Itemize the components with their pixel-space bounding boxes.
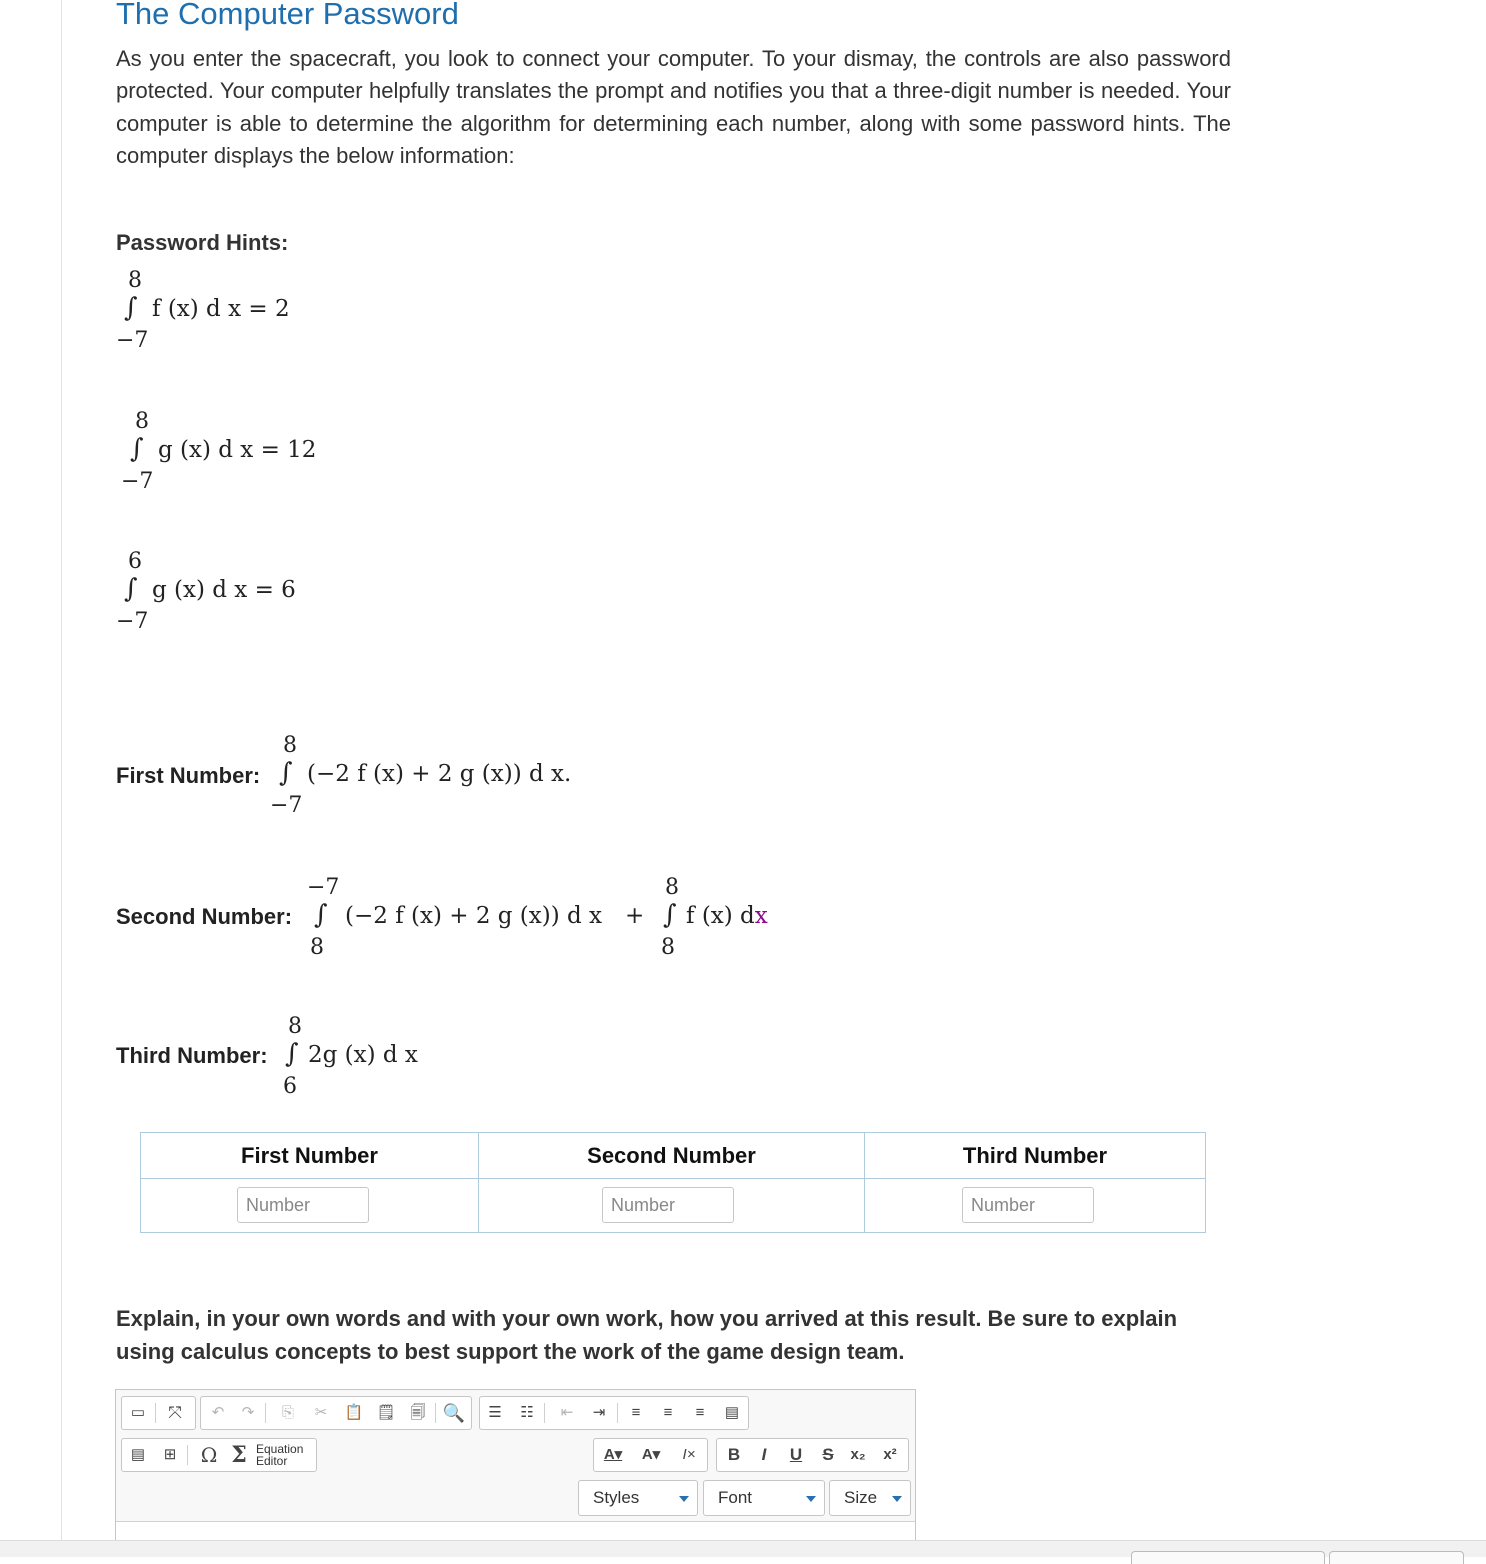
integral-sign: ∫	[279, 758, 293, 788]
styles-dropdown-label: Styles	[593, 1488, 640, 1507]
integrand: g (x) d x = 6	[152, 577, 296, 603]
lower-limit: 8	[310, 935, 324, 960]
cell-second-number	[479, 1179, 865, 1233]
paste-word-icon[interactable]: 🗐	[410, 1404, 426, 1421]
explain-prompt: Explain, in your own words and with your own work, how you arrived at this result. Be sure to explain using calculus concepts to best support the work of the game design team.	[116, 1306, 1178, 1364]
redo-icon[interactable]: ↷	[241, 1404, 255, 1421]
header-third-number: Third Number	[865, 1133, 1206, 1179]
upper-limit: 8	[283, 733, 297, 758]
third-number-label: Third Number:	[116, 1043, 268, 1068]
page-title: The Computer Password	[116, 0, 459, 31]
size-dropdown-label: Size	[844, 1488, 878, 1507]
lower-limit: 8	[661, 935, 675, 960]
lower-limit: −7	[116, 609, 149, 634]
special-char-icon[interactable]: Ω	[200, 1443, 218, 1467]
integrand: f (x) dx	[686, 903, 768, 929]
undo-icon[interactable]: ↶	[211, 1404, 225, 1421]
subscript-icon[interactable]: x₂	[850, 1446, 866, 1463]
integral-sign: ∫	[285, 1039, 299, 1069]
equation-editor-label-2[interactable]: Editor	[256, 1454, 288, 1468]
cut-icon[interactable]: ✂	[314, 1404, 328, 1421]
align-right-icon[interactable]: ≡	[695, 1404, 705, 1421]
sigma-icon[interactable]: Σ	[231, 1442, 247, 1468]
remove-format-icon[interactable]: I×	[682, 1446, 696, 1463]
toolbar-group-insert	[121, 1438, 317, 1472]
lower-limit: −7	[116, 328, 149, 353]
table-icon[interactable]: ⊞	[163, 1446, 177, 1463]
italic-button[interactable]: I	[761, 1445, 767, 1464]
second-number-input[interactable]	[602, 1187, 734, 1223]
strike-button[interactable]: S	[822, 1445, 834, 1464]
bottom-button-right[interactable]	[1329, 1551, 1464, 1564]
toolbar-group-document	[121, 1396, 196, 1430]
align-left-icon[interactable]: ≡	[631, 1404, 641, 1421]
plus-sign: +	[625, 903, 645, 929]
bold-button[interactable]: B	[727, 1445, 741, 1464]
lower-limit: −7	[121, 469, 154, 494]
integrand: g (x) d x = 12	[158, 437, 317, 463]
chevron-down-icon	[806, 1496, 816, 1502]
find-icon[interactable]: 🔍	[442, 1403, 466, 1423]
integral-sign: ∫	[314, 900, 328, 930]
toolbar-group-clipboard	[200, 1396, 472, 1430]
font-dropdown-label: Font	[718, 1488, 753, 1507]
toolbar-separator	[435, 1403, 436, 1423]
upper-limit: 8	[665, 875, 679, 900]
paste-icon[interactable]: 📋	[344, 1404, 364, 1421]
numbered-list-icon[interactable]: ☰	[488, 1404, 502, 1421]
styles-dropdown[interactable]	[578, 1480, 698, 1516]
upper-limit: 6	[128, 549, 142, 574]
integral-sign: ∫	[124, 574, 138, 604]
integral-sign: ∫	[124, 293, 138, 323]
third-number-input[interactable]	[962, 1187, 1094, 1223]
upper-limit: 8	[288, 1014, 302, 1039]
cell-first-number	[141, 1179, 479, 1233]
upper-limit: 8	[135, 409, 149, 434]
superscript-icon[interactable]: x²	[883, 1446, 897, 1463]
source-icon[interactable]: ▭	[130, 1404, 146, 1421]
integral-sign: ∫	[663, 900, 677, 930]
bottom-button-left[interactable]	[1131, 1551, 1325, 1564]
content-left-border	[61, 0, 62, 1540]
hints-heading: Password Hints:	[116, 230, 289, 255]
text-color-icon[interactable]: A▾	[603, 1446, 623, 1463]
upper-limit: −7	[307, 875, 340, 900]
integral-sign: ∫	[130, 434, 144, 464]
blockquote-icon[interactable]: ▤	[130, 1446, 146, 1463]
paste-text-icon[interactable]: 🗒	[376, 1404, 396, 1421]
bulleted-list-icon[interactable]: ☷	[520, 1404, 534, 1421]
justify-icon[interactable]: ▤	[724, 1404, 740, 1421]
header-first-number: First Number	[141, 1133, 479, 1179]
font-dropdown[interactable]	[703, 1480, 825, 1516]
integrand: (−2 f (x) + 2 g (x)) d x.	[307, 761, 572, 787]
toolbar-group-basic-styles	[716, 1438, 909, 1472]
toolbar-group-colors	[593, 1438, 708, 1472]
answer-table	[140, 1132, 1206, 1233]
chevron-down-icon	[892, 1496, 902, 1502]
outdent-icon[interactable]: ⇤	[560, 1404, 574, 1421]
cell-third-number	[865, 1179, 1206, 1233]
size-dropdown[interactable]	[829, 1480, 911, 1516]
integration-variable: x	[754, 903, 768, 929]
background-color-icon[interactable]: A▾	[641, 1446, 661, 1463]
lower-limit: −7	[270, 793, 303, 818]
intro-paragraph: As you enter the spacecraft, you look to connect your computer. To your dismay, the controls are also password protected. Your computer helpfully translates the prompt and notifies you that a three-digit number is needed. Your computer is able to determine the algorithm for determining each number, along with some password hints. The computer displays the below information:	[116, 46, 1231, 168]
toolbar-separator	[265, 1403, 266, 1423]
toolbar-separator	[155, 1403, 156, 1423]
integrand: (−2 f (x) + 2 g (x)) d x	[345, 903, 603, 929]
toolbar-separator	[544, 1403, 545, 1423]
integrand: 2g (x) d x	[308, 1042, 418, 1068]
header-second-number: Second Number	[479, 1133, 865, 1179]
upper-limit: 8	[128, 268, 142, 293]
toolbar-separator	[617, 1403, 618, 1423]
equation-editor-label-1[interactable]: Equation	[256, 1442, 304, 1456]
maximize-icon[interactable]: ⤧	[168, 1403, 182, 1422]
second-number-label: Second Number:	[116, 904, 293, 929]
underline-button[interactable]: U	[789, 1445, 803, 1464]
toolbar-group-paragraph	[479, 1396, 749, 1430]
first-number-label: First Number:	[116, 763, 261, 788]
lower-limit: 6	[283, 1074, 297, 1099]
copy-icon[interactable]: ⎘	[281, 1404, 294, 1421]
toolbar-separator	[187, 1445, 188, 1465]
indent-icon[interactable]: ⇥	[592, 1404, 606, 1421]
first-number-input[interactable]	[237, 1187, 369, 1223]
align-center-icon[interactable]: ≡	[663, 1404, 673, 1421]
integrand: f (x) d x = 2	[152, 296, 290, 322]
chevron-down-icon	[679, 1496, 689, 1502]
